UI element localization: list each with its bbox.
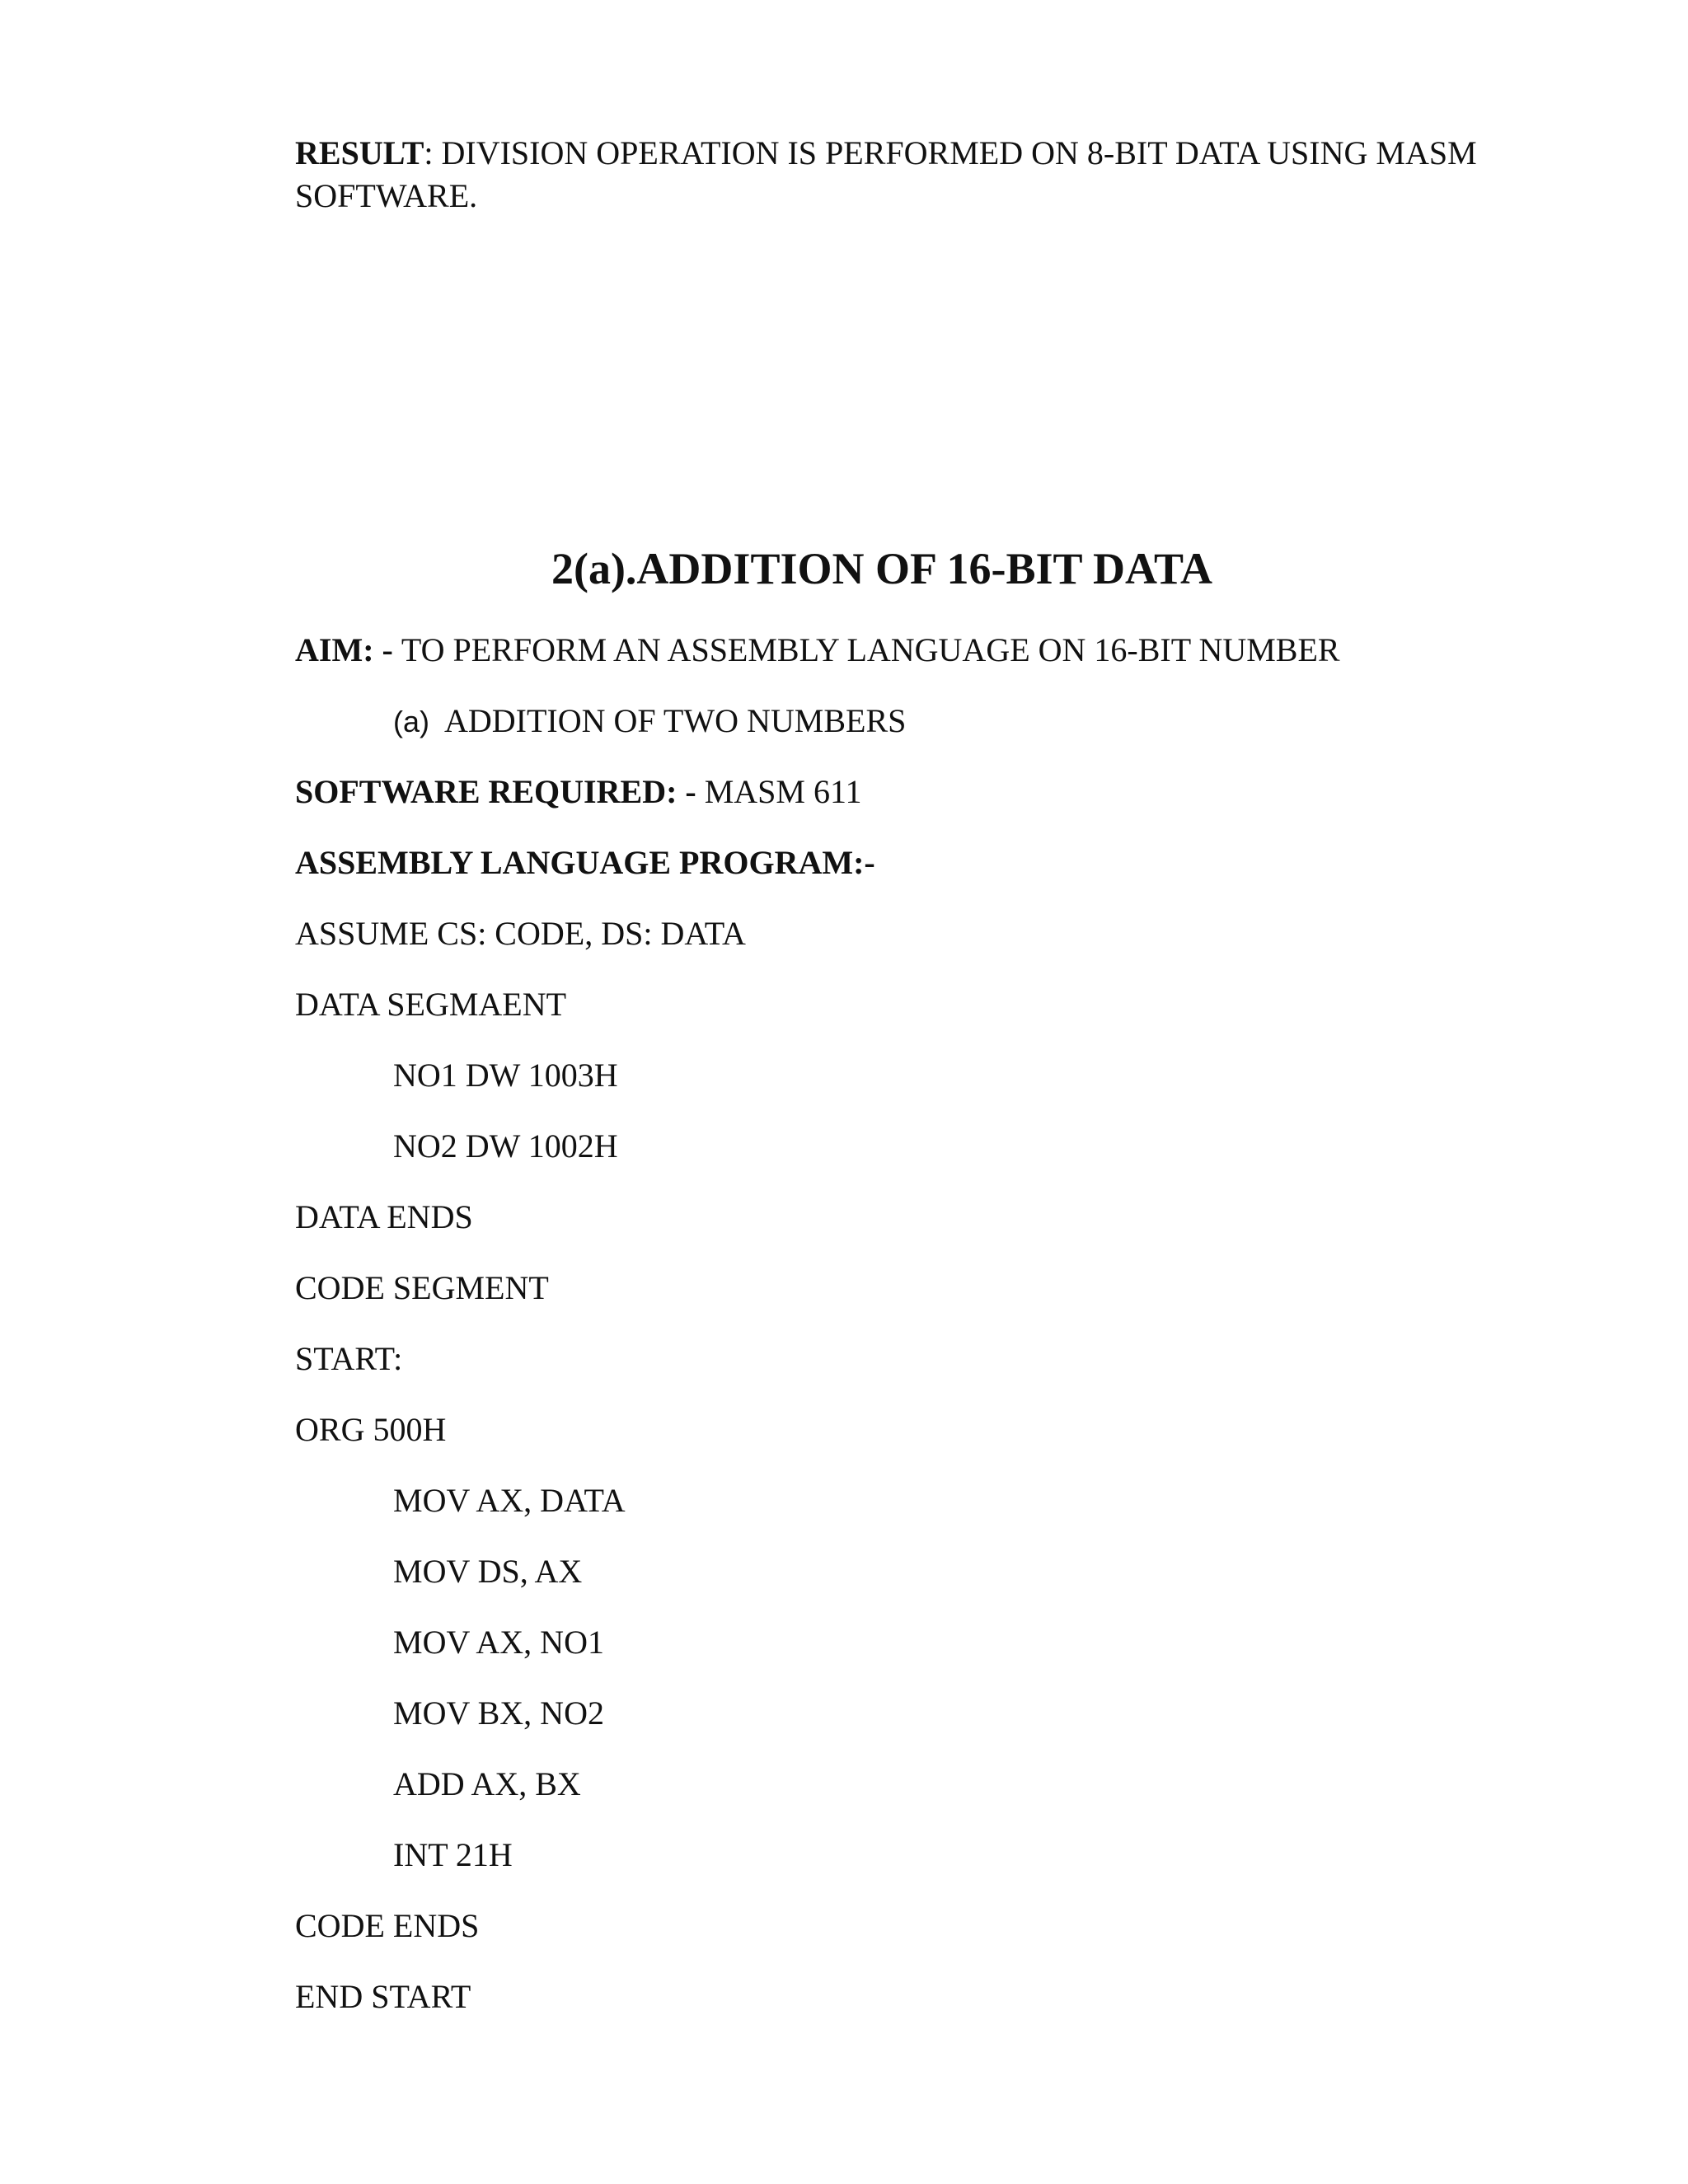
code-line: MOV DS, AX	[393, 1553, 583, 1590]
program-heading: ASSEMBLY LANGUAGE PROGRAM:-	[295, 844, 875, 881]
code-line: END START	[295, 1978, 471, 2015]
code-line: ASSUME CS: CODE, DS: DATA	[295, 915, 746, 952]
code-line: MOV AX, NO1	[393, 1624, 604, 1661]
aim-label: AIM: -	[295, 631, 401, 668]
code-line: ORG 500H	[295, 1411, 447, 1448]
aim-sub-item	[393, 700, 906, 743]
aim-sub-text: ADDITION OF TWO NUMBERS	[444, 702, 907, 739]
code-line: NO2 DW 1002H	[393, 1127, 618, 1165]
code-line: DATA SEGMAENT	[295, 986, 567, 1023]
aim-text: TO PERFORM AN ASSEMBLY LANGUAGE ON 16-BIT NUMBER	[401, 631, 1340, 668]
software-line	[295, 771, 862, 813]
code-line: NO1 DW 1003H	[393, 1057, 618, 1094]
result-text: : DIVISION OPERATION IS PERFORMED ON 8-BIT DATA USING MASM SOFTWARE.	[295, 134, 1477, 214]
result-paragraph	[295, 132, 1490, 218]
code-line: START:	[295, 1340, 403, 1377]
code-line: MOV AX, DATA	[393, 1482, 626, 1519]
code-line: ADD AX, BX	[393, 1765, 581, 1802]
code-line: MOV BX, NO2	[393, 1694, 604, 1732]
code-line: CODE ENDS	[295, 1907, 480, 1944]
code-line: INT 21H	[393, 1836, 513, 1873]
code-line: DATA ENDS	[295, 1198, 473, 1235]
software-label: SOFTWARE REQUIRED: -	[295, 773, 705, 810]
aim-sub-marker: (a)	[393, 705, 429, 738]
section-title: 2(a).ADDITION OF 16-BIT DATA	[551, 544, 1213, 593]
result-label: RESULT	[295, 134, 424, 171]
code-line: CODE SEGMENT	[295, 1269, 549, 1306]
aim-line	[295, 629, 1340, 672]
software-text: MASM 611	[704, 773, 862, 810]
